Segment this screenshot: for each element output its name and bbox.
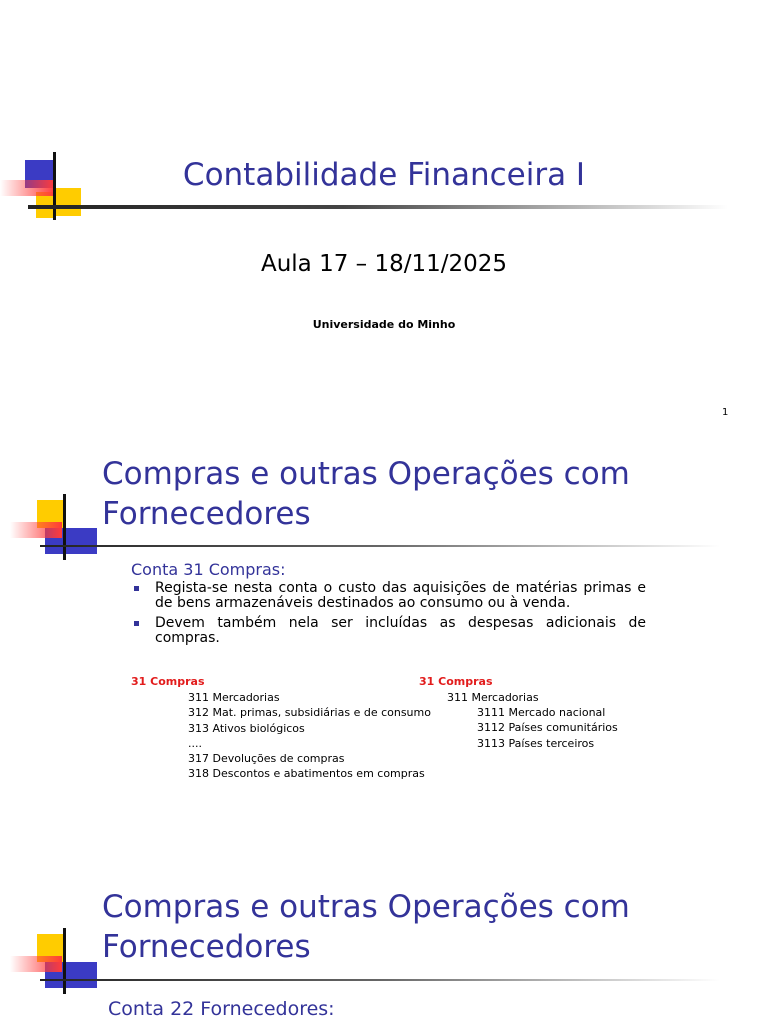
logo-icon bbox=[0, 928, 100, 998]
page-title: Contabilidade Financeira I bbox=[182, 157, 586, 193]
right-account-parent: 311 Mercadorias bbox=[447, 691, 539, 704]
left-account-heading: 31 Compras bbox=[131, 675, 205, 688]
list-item: 3112 Países comunitários bbox=[477, 721, 618, 735]
title-underline bbox=[28, 205, 728, 209]
bullet-list bbox=[132, 581, 646, 651]
list-item: .... bbox=[188, 736, 202, 750]
lecture-subtitle: Aula 17 – 18/11/2025 bbox=[260, 251, 508, 277]
right-account-list bbox=[477, 705, 618, 751]
title-underline bbox=[40, 545, 720, 547]
page-number: 1 bbox=[722, 407, 729, 418]
institution-name: Universidade do Minho bbox=[312, 318, 456, 331]
bullet-icon bbox=[134, 586, 139, 591]
list-item: 317 Devoluções de compras bbox=[188, 752, 345, 766]
slide-title-line-2: Fornecedores bbox=[102, 929, 311, 965]
slide-title-line-1: Compras e outras Operações com bbox=[102, 456, 630, 492]
slide-title-line-1: Compras e outras Operações com bbox=[102, 889, 630, 925]
section-subheading: Conta 31 Compras: bbox=[131, 560, 286, 579]
slide-title-line-2: Fornecedores bbox=[102, 496, 311, 532]
list-item: 311 Mercadorias bbox=[188, 691, 280, 704]
list-item: 313 Ativos biológicos bbox=[188, 721, 305, 735]
list-item: Regista-se nesta conta o custo das aquisições de matérias primas e de bens armazenáveis destinados ao consumo ou à venda. bbox=[132, 581, 646, 611]
list-item: Devem também nela ser incluídas as despesas adicionais de compras. bbox=[132, 616, 646, 646]
list-item: 3113 Países terceiros bbox=[477, 736, 595, 750]
left-account-list bbox=[188, 690, 431, 782]
bullet-icon bbox=[134, 621, 139, 626]
right-account-heading: 31 Compras bbox=[419, 675, 493, 688]
list-item: 318 Descontos e abatimentos em compras bbox=[188, 767, 425, 781]
title-underline bbox=[40, 979, 720, 981]
list-item: 312 Mat. primas, subsidiárias e de consumo bbox=[188, 706, 431, 720]
section-subheading: Conta 22 Fornecedores: bbox=[108, 998, 335, 1020]
logo-icon bbox=[0, 494, 100, 564]
list-item: 3111 Mercado nacional bbox=[477, 706, 606, 719]
slide-title bbox=[102, 454, 630, 534]
slide-title bbox=[102, 887, 630, 967]
